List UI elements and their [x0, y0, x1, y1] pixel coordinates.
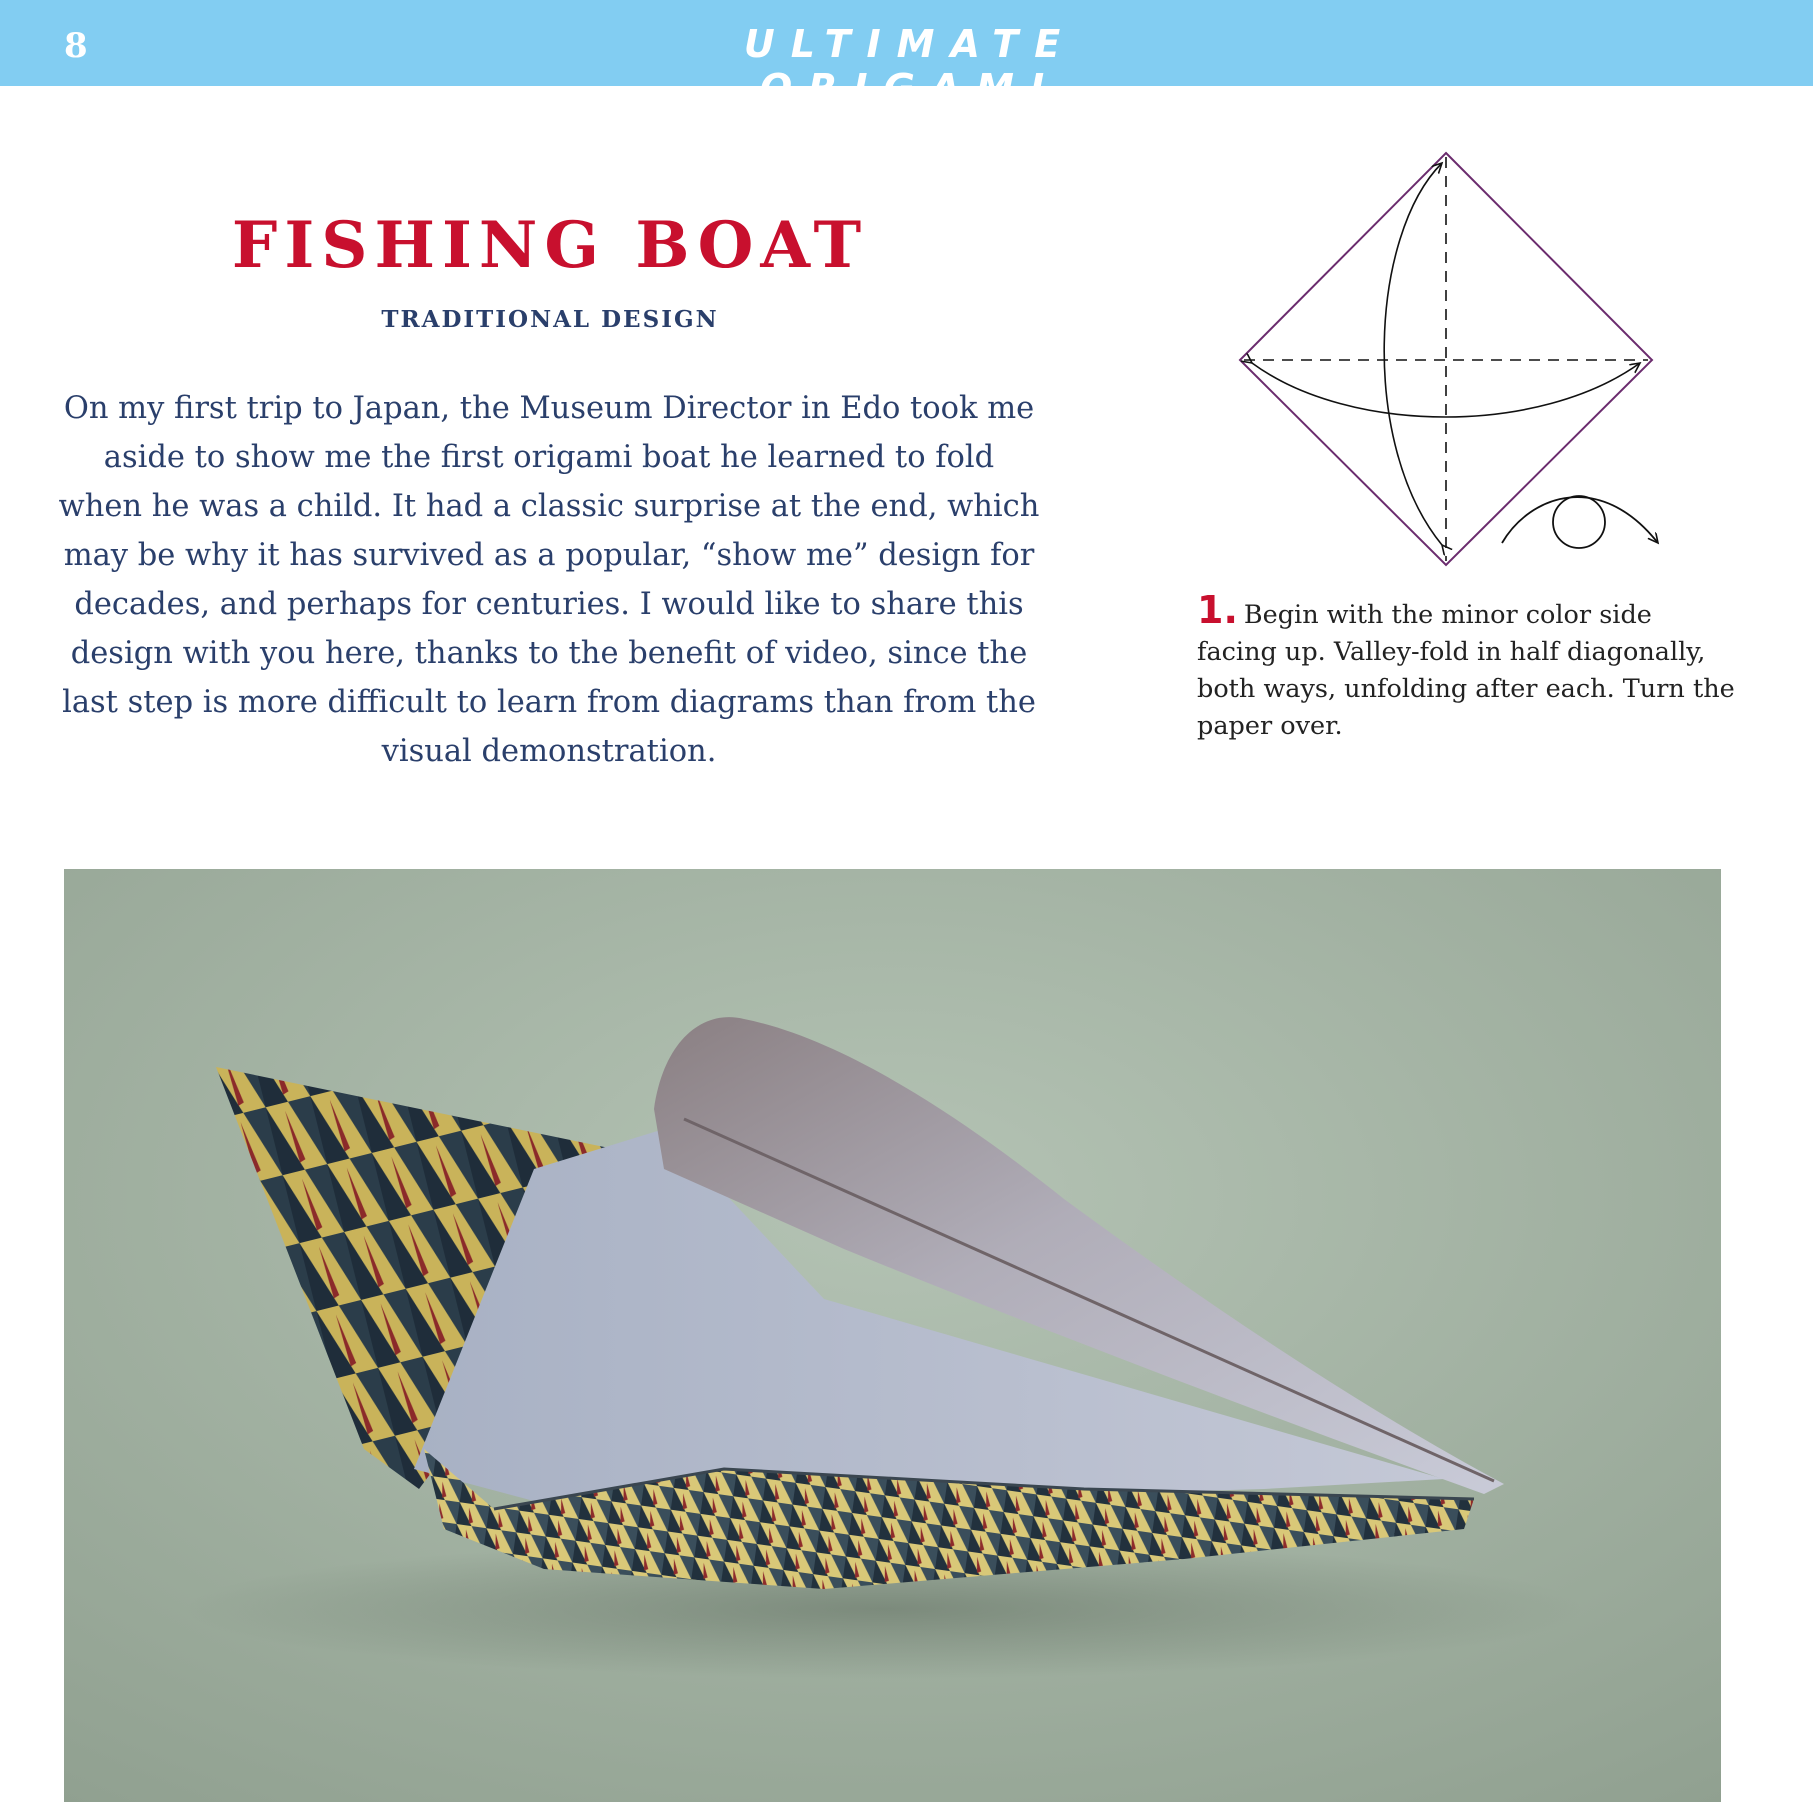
step-1-instruction — [1197, 588, 1737, 745]
turn-over-arrow-icon — [1502, 496, 1658, 548]
running-title: ULTIMATE ORIGAMI — [743, 22, 1077, 110]
page-subtitle: TRADITIONAL DESIGN — [381, 306, 719, 333]
page-number: 8 — [64, 26, 88, 66]
header-band — [0, 0, 1813, 110]
folding-diagram — [1230, 145, 1670, 575]
page-title: FISHING BOAT — [231, 208, 869, 283]
origami-fishing-boat-photo — [64, 869, 1721, 1802]
step-1-text: Begin with the minor color side facing up. Valley-fold in half diagonally, both ways, unfolding after each. Turn the paper over. — [1197, 600, 1735, 741]
vertical-fold-arrow — [1384, 163, 1442, 545]
step-number: 1. — [1197, 588, 1238, 632]
intro-paragraph: On my first trip to Japan, the Museum Director in Edo took me aside to show me the first origami boat he learned to fold when he was a child. It had a classic surprise at the end, which may be why it has survived as a popular, “show me” design for decades, and perhaps for centuries. I would like to share this design with you here, thanks to the benefit of video, since the last step is more difficult to learn from diagrams than from the visual demonstration. — [58, 391, 1040, 769]
